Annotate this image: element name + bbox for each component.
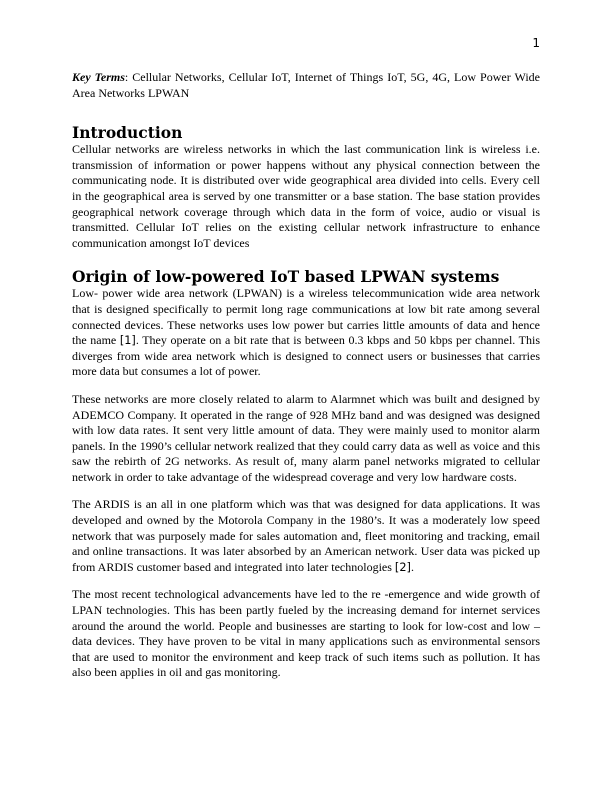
origin-paragraph-2: These networks are more closely related to alarm to Alarmnet which was built and designed by ADEMCO Company. It operated in the range of 928 MHz band and was designed was designed with low data rates. It sent very little amount of data. They were mainly used to monitor alarm panels. In the 1990’s cellular network realized that they could carry data as well as voice and this saw the rebirth of 2G networks. As result of, many alarm panel networks migrated to cellular network in order to take advantage of the widespread coverage and very low hardware costs. xyxy=(72,391,540,484)
citation-2: [2] xyxy=(394,560,411,574)
origin-p1-text-a: Low- power wide area network (LPWAN) is a wireless telecommunication wide area network that is designed specifically to permit long rage communications at low bit rate among several connected devices. These networks uses low power but carries little amounts of data and hence the name xyxy=(72,286,540,348)
key-terms-separator: : xyxy=(124,70,133,84)
introduction-heading: Introduction xyxy=(72,123,183,143)
origin-heading: Origin of low-powered IoT based LPWAN systems xyxy=(72,267,500,287)
document-body xyxy=(72,70,540,693)
origin-paragraph-1 xyxy=(72,286,540,380)
origin-p3-text-b: . xyxy=(410,559,414,574)
key-terms-label: Key Terms xyxy=(72,70,125,84)
introduction-paragraph: Cellular networks are wireless networks in which the last communication link is wireless i.e. transmission of information or power happens without any physical connection between the communicating node. It is distributed over wide geographical area divided into cells. Every cell in the geographical area is served by one transmitter or a base station. The base station provides geographical network coverage through which data in the form of voice, audio or visual is transmitted. Cellular IoT relies on the existing cellular network infrastructure to enhance communication amongst IoT devices xyxy=(72,142,540,250)
origin-p3-text-a: The ARDIS is an all in one platform which was that was designed for data applications. It was developed and owned by the Motorola Company in the 1980’s. It was a moderately low speed network that was purposely made for sales automation and, fleet monitoring and tracking, email and online transactions. It was later absorbed by an American network. User data was picked up from ARDIS customer based and integrated into later technologies xyxy=(72,497,540,574)
citation-1: [1] xyxy=(119,334,136,348)
origin-p1-text-b: . They operate on a bit rate that is between 0.3 kbps and 50 kbps per channel. This diverges from wide area network which is designed to connect users or businesses that carries more data but consumes a lot of power. xyxy=(72,333,540,379)
origin-paragraph-3 xyxy=(72,497,540,575)
key-terms xyxy=(72,70,540,101)
page-number: 1 xyxy=(532,36,540,50)
key-terms-text: Cellular Networks, Cellular IoT, Internet of Things IoT, 5G, 4G, Low Power Wide Area Networks LPWAN xyxy=(72,70,540,100)
origin-paragraph-4: The most recent technological advancements have led to the re -emergence and wide growth of LPAN technologies. This has been partly fueled by the increasing demand for internet services around the around the world. People and businesses are starting to look for low-cost and low – data devices. They have proven to be vital in many applications such as environmental sensors that are used to monitor the environment and keep track of such items such as pollution. It has also been applies in oil and gas monitoring. xyxy=(72,587,540,680)
